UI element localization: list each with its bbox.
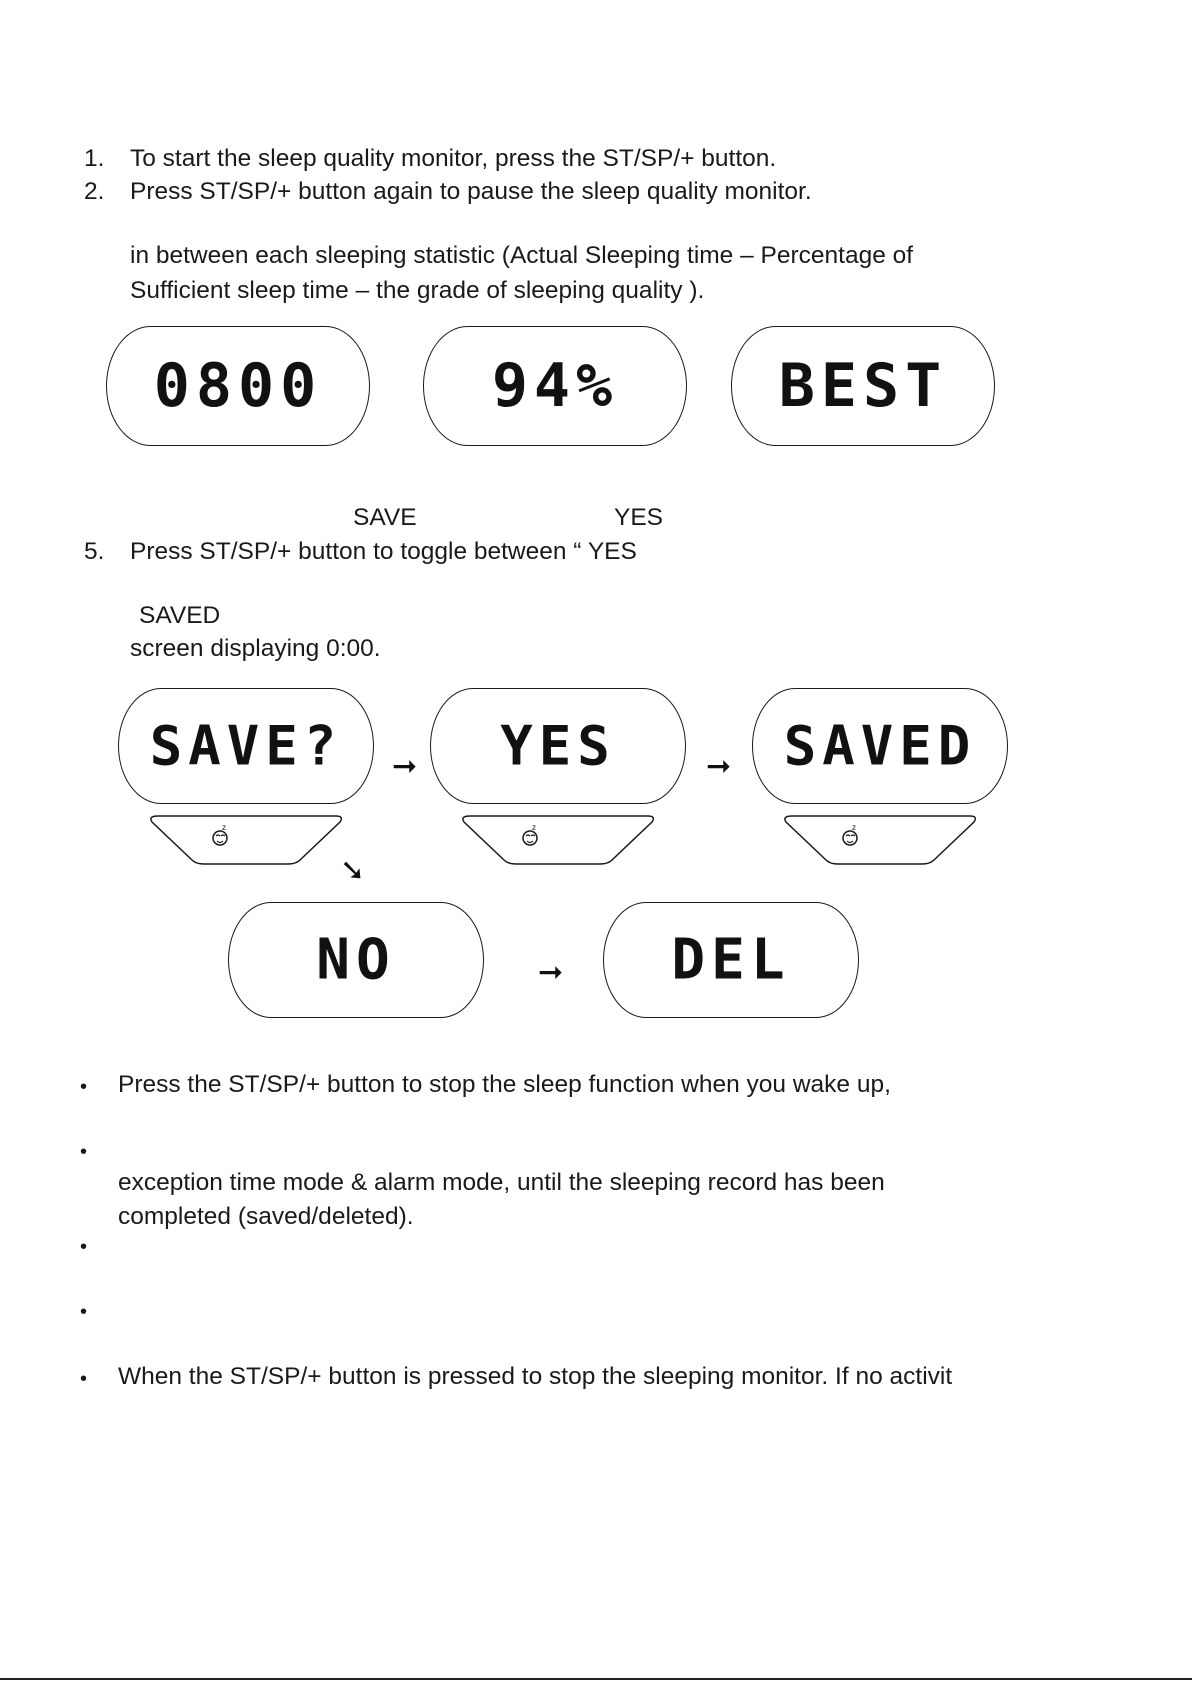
bullet-mark: • bbox=[80, 1236, 88, 1258]
bullet-mark: • bbox=[80, 1141, 88, 1163]
button-tray-1 bbox=[146, 814, 346, 866]
bullet-2-line-3: completed (saved/deleted). bbox=[118, 1203, 414, 1230]
lcd-text: 94% bbox=[491, 351, 619, 421]
step-4-save-word: SAVE bbox=[353, 504, 417, 531]
step-5-saved-word: SAVED bbox=[139, 602, 221, 629]
lcd-text: NO bbox=[316, 927, 396, 993]
lcd-display-saved bbox=[752, 688, 1008, 804]
lcd-display-time bbox=[106, 326, 370, 446]
step-3-line-1: in between each sleeping statistic (Actual Sleeping time – Percentage of bbox=[130, 242, 914, 269]
lcd-display-percentage bbox=[423, 326, 687, 446]
step-5-text: Press ST/SP/+ button to toggle between “ YES bbox=[130, 538, 637, 565]
step-3-line-2: Sufficient sleep time – the grade of sleeping quality ). bbox=[130, 277, 705, 304]
lcd-text: YES bbox=[500, 714, 616, 778]
step-2-text: Press ST/SP/+ button again to pause the sleep quality monitor. bbox=[130, 178, 812, 205]
arrow-right-icon: ➞ bbox=[706, 750, 732, 783]
lcd-display-no bbox=[228, 902, 484, 1018]
arrow-right-icon: ➞ bbox=[392, 750, 418, 783]
lcd-display-yes bbox=[430, 688, 686, 804]
button-tray-2 bbox=[458, 814, 658, 866]
step-5-number: 5. bbox=[84, 538, 105, 565]
bullet-2-line-2: exception time mode & alarm mode, until the sleeping record has been bbox=[118, 1169, 885, 1196]
page-bottom-rule bbox=[0, 1678, 1192, 1680]
arrow-down-right-icon: ➘ bbox=[340, 854, 366, 887]
bullet-mark: • bbox=[80, 1368, 88, 1390]
step-5-line: screen displaying 0:00. bbox=[130, 635, 381, 662]
step-2-number: 2. bbox=[84, 178, 105, 205]
lcd-text: BEST bbox=[778, 351, 948, 421]
lcd-text: SAVED bbox=[783, 714, 977, 778]
bullet-5-line-1: When the ST/SP/+ button is pressed to stop the sleeping monitor. If no activit bbox=[118, 1363, 953, 1390]
bullet-1-line-1: Press the ST/SP/+ button to stop the sleep function when you wake up, bbox=[118, 1071, 891, 1098]
svg-text:z: z bbox=[852, 823, 856, 832]
arrow-right-icon: ➞ bbox=[538, 956, 564, 989]
lcd-display-del bbox=[603, 902, 859, 1018]
lcd-text: SAVE? bbox=[149, 714, 343, 778]
step-4-yes-word: YES bbox=[614, 504, 664, 531]
step-1-text: To start the sleep quality monitor, press the ST/SP/+ button. bbox=[130, 145, 777, 172]
button-tray-3 bbox=[780, 814, 980, 866]
svg-text:z: z bbox=[532, 823, 536, 832]
bullet-mark: • bbox=[80, 1076, 88, 1098]
svg-text:z: z bbox=[222, 823, 226, 832]
step-1-number: 1. bbox=[84, 145, 105, 172]
lcd-display-save-prompt bbox=[118, 688, 374, 804]
lcd-text: DEL bbox=[671, 927, 791, 993]
bullet-mark: • bbox=[80, 1301, 88, 1323]
lcd-display-grade bbox=[731, 326, 995, 446]
lcd-text: 0800 bbox=[153, 351, 323, 421]
